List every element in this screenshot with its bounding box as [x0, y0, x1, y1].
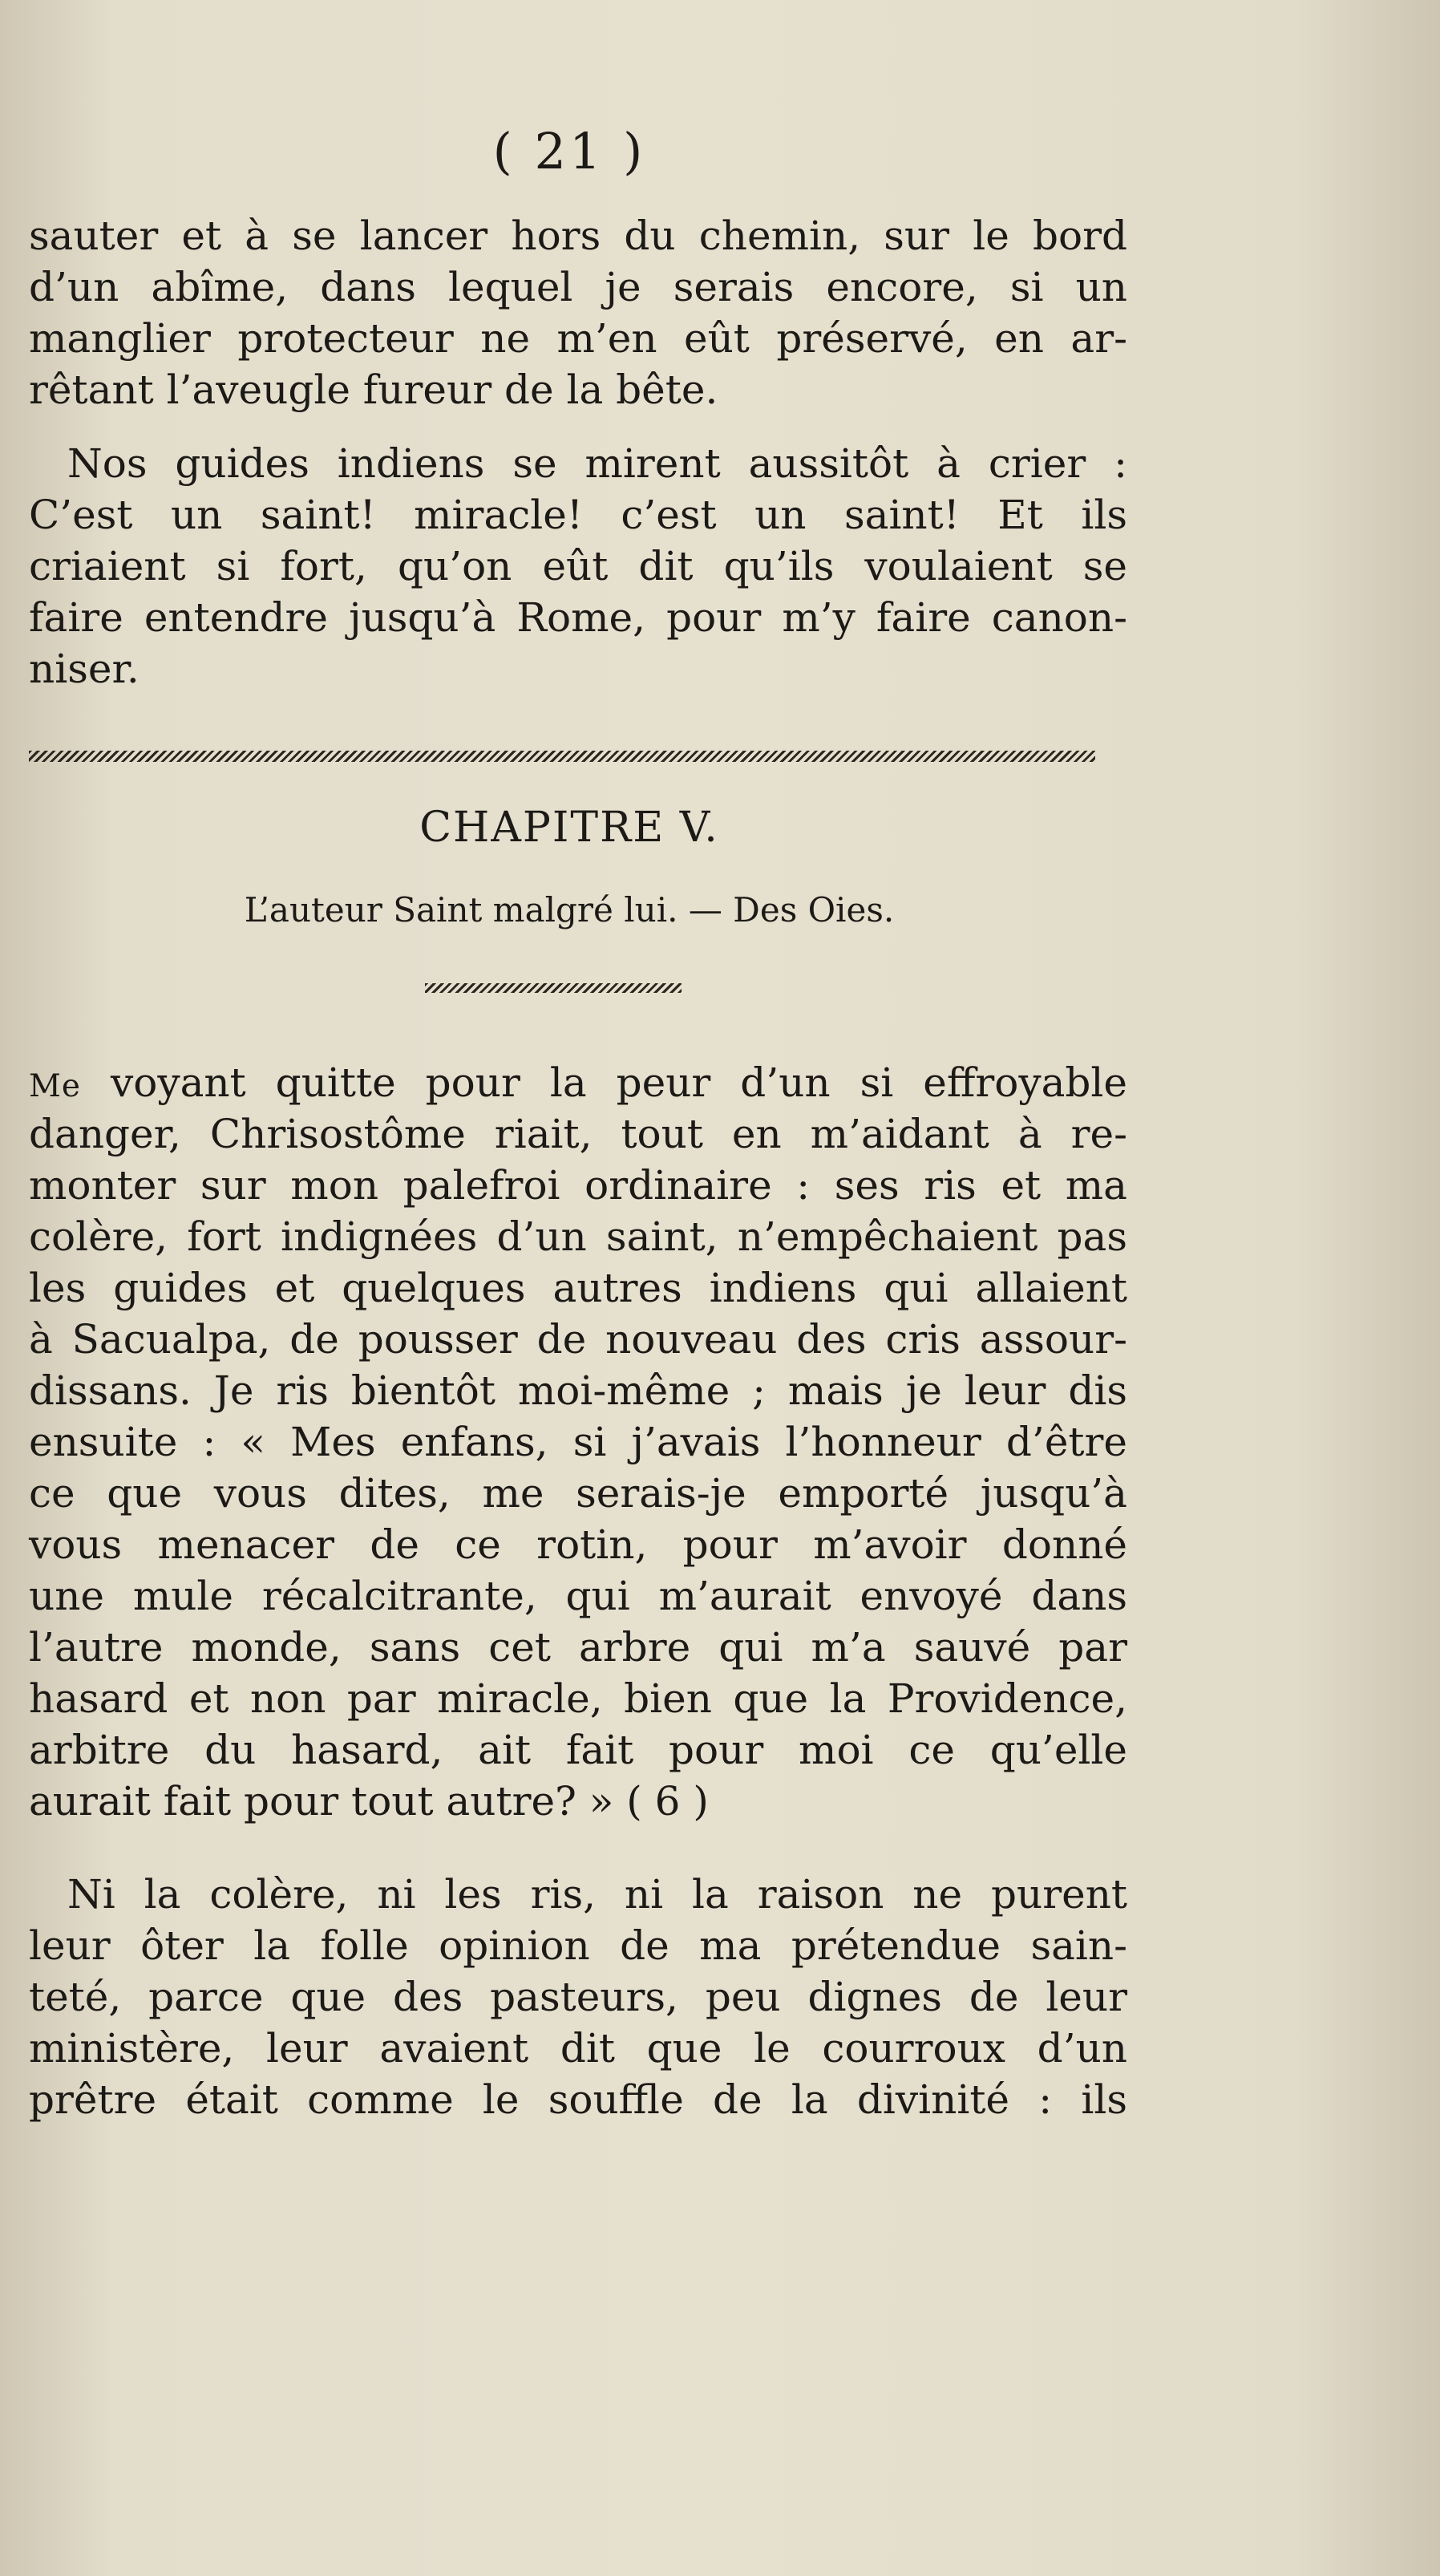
text-line: les guides et quelques autres indiens qui allaient: [29, 1265, 1127, 1311]
ornament-divider: [425, 983, 682, 993]
paragraph-1: [29, 210, 1127, 415]
text-line: colère, fort indignées d’un saint, n’empêchaient pas: [29, 1213, 1127, 1260]
chapter-title: CHAPITRE V.: [419, 804, 719, 852]
text-line: d’un abîme, dans lequel je serais encore, si un: [29, 264, 1127, 310]
text-line: prêtre était comme le souffle de la divinité : ils: [29, 2076, 1127, 2123]
text-line: faire entendre jusqu’à Rome, pour m’y faire canon-: [29, 594, 1127, 641]
chapter-subtitle: L’auteur Saint malgré lui. — Des Oies.: [244, 890, 895, 930]
text-line: Nos guides indiens se mirent aussitôt à crier :: [67, 440, 1127, 487]
text-line: teté, parce que des pasteurs, peu dignes de leur: [29, 1974, 1127, 2020]
page-number: ( 21 ): [492, 122, 646, 180]
text-line: vous menacer de ce rotin, pour m’avoir donné: [29, 1521, 1127, 1568]
paragraph-3: [29, 1057, 1127, 1827]
text-line: Ni la colère, ni les ris, ni la raison ne purent: [67, 1871, 1127, 1918]
text-line: arbitre du hasard, ait fait pour moi ce qu’elle: [29, 1727, 1127, 1773]
paragraph-2: [29, 438, 1127, 695]
text-line: dissans. Je ris bientôt moi-même ; mais je leur dis: [29, 1367, 1127, 1414]
text-line: rêtant l’aveugle fureur de la bête.: [29, 367, 718, 413]
text-line: manglier protecteur ne m’en eût préservé, en ar-: [29, 315, 1127, 362]
text-line: monter sur mon palefroi ordinaire : ses ris et ma: [29, 1162, 1127, 1209]
paragraph-4: [29, 1869, 1127, 2125]
text-line: hasard et non par miracle, bien que la Providence,: [29, 1675, 1127, 1722]
text-line: ce que vous dites, me serais-je emporté jusqu’à: [29, 1470, 1127, 1517]
text-line: criaient si fort, qu’on eût dit qu’ils voulaient se: [29, 543, 1127, 589]
text-line: ministère, leur avaient dit que le courroux d’un: [29, 2025, 1127, 2072]
text-line: l’autre monde, sans cet arbre qui m’a sauvé par: [29, 1624, 1127, 1671]
text-line: danger, Chrisostôme riait, tout en m’aidant à re-: [29, 1111, 1127, 1157]
text-line: C’est un saint! miracle! c’est un saint! Et ils: [29, 492, 1127, 538]
text-line: à Sacualpa, de pousser de nouveau des cris assour-: [29, 1316, 1127, 1363]
text-line: aurait fait pour tout autre? » ( 6 ): [29, 1778, 709, 1825]
text-line: [29, 1057, 1127, 1108]
text-line: une mule récalcitrante, qui m’aurait envoyé dans: [29, 1573, 1127, 1619]
text-line: ensuite : « Mes enfans, si j’avais l’honneur d’être: [29, 1419, 1127, 1465]
text-line: niser.: [29, 646, 140, 692]
text-line: leur ôter la folle opinion de ma prétendue sain-: [29, 1922, 1127, 1969]
text-line-rest: voyant quitte pour la peur d’un si effroyable: [81, 1059, 1127, 1106]
section-divider: [29, 751, 1095, 762]
text-line: sauter et à se lancer hors du chemin, sur le bord: [29, 213, 1127, 259]
drop-cap-word: Me: [29, 1068, 82, 1104]
